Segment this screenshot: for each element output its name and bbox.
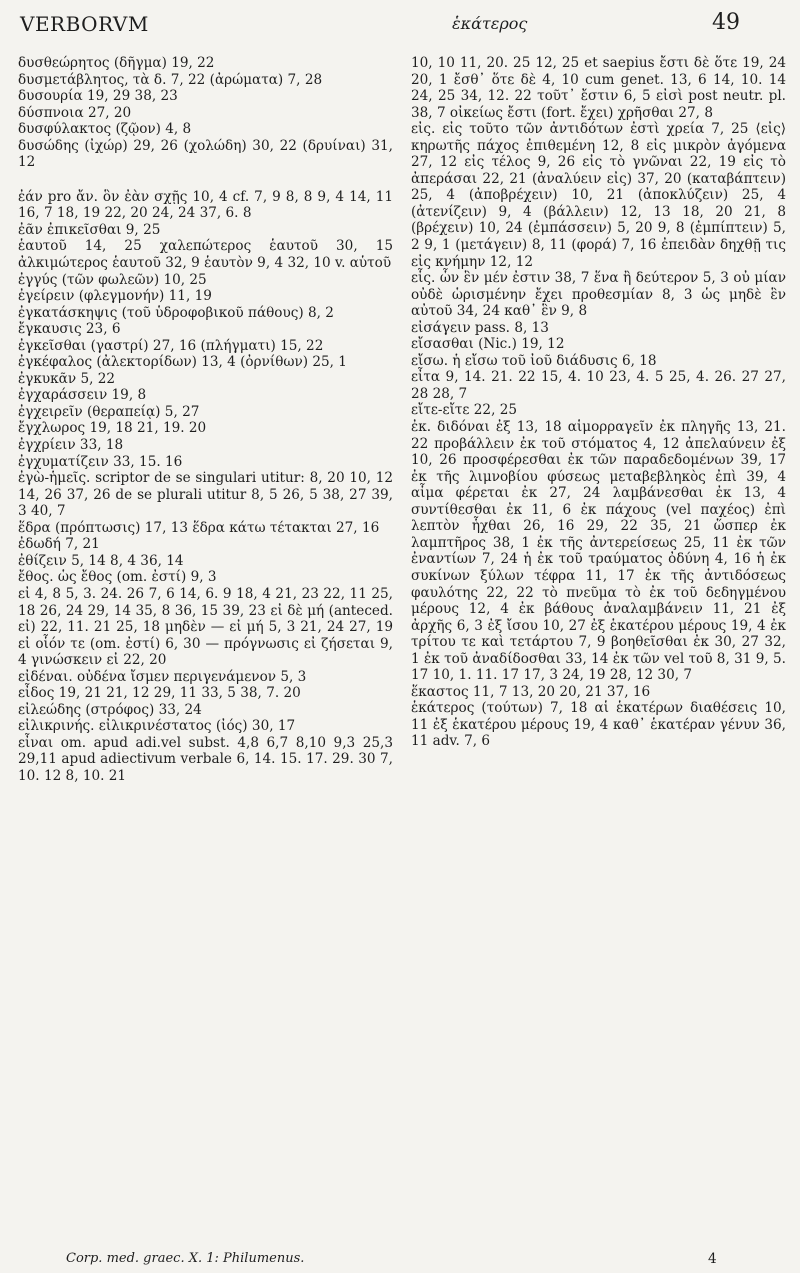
footer-signature: 4 bbox=[708, 1251, 717, 1267]
index-entry: ἐᾶν ἐπικεῖσθαι 9, 25 bbox=[18, 221, 161, 238]
index-entry: ἐκ. διδόναι ἐξ 13, 18 αἱμορραγεῖν ἐκ πληγῆς 13, 21. 22 προβάλλειν ἐκ τοῦ στόματος 4, 12 ἀπελαύνειν ἐξ 10, 26 προσφέρεσθαι ἐκ τῶν παραδεδομένων 39, 17 ἐκ τῆς λιμνοβίου φύσεως μεταβεβληκὸς ἐπὶ 39, 4 αἷμα φέρεται ἐκ 27, 24 λαμβάνεσθαι ἐκ 13, 4 συντίθεσθαι ἐκ 11, 6 ἐκ πάχους (vel παχέος) ἐπὶ λεπτὸν ἧχθαι 26, 16 29, 22 35, 21 ὥσπερ ἐκ λαμπτῆρος 38, 1 ἐκ τῆς ἀντερείσεως 25, 11 ἐκ τῶν ἐναντίων 7, 24 ἡ ἐκ τοῦ τραύματος ὀδύνη 4, 16 ἡ ἐκ συκίνων ξύλων τέφρα 11, 17 ἐκ τῆς ἀντιδόσεως φαυλότης 22, 22 τὸ πνεῦμα τὸ ἐκ τοῦ δεδηγμένου μέρους 12, 4 ἐκ βάθους ἀναλαμβάνειν 11, 21 ἐξ ἀρχῆς 6, 3 ἐξ ἴσου 10, 27 ἐξ ἑκατέρου μέρους 19, 4 ἐκ τρίτου τε καὶ τετάρτου 7, 9 βοηθεῖσθαι ἐκ 30, 27 32, 1 ἐκ τοῦ ἀναδίδοσθαι 33, 14 ἐκ τῶν vel τοῦ 8, 31 9, 5. 17 10, 1. 11. 17 17, 3 24, 19 28, 12 30, 7 bbox=[411, 419, 786, 684]
index-entry: ἐθίζειν 5, 14 8, 4 36, 14 bbox=[18, 552, 184, 569]
index-entry: εἶτα 9, 14. 21. 22 15, 4. 10 23, 4. 5 25, 4. 26. 27 27, 28 28, 7 bbox=[411, 369, 786, 402]
index-entry: ἔθος. ὡς ἔθος (om. ἐστί) 9, 3 bbox=[18, 569, 217, 586]
index-entry: εἴσασθαι (Nic.) 19, 12 bbox=[411, 336, 565, 353]
index-entry: ἑαυτοῦ 14, 25 χαλεπώτερος ἑαυτοῦ 30, 15 ἀλκιμώτερος ἑαυτοῦ 32, 9 ἑαυτὸν 9, 4 32, 10 v. αὑτοῦ bbox=[18, 238, 393, 272]
index-entry: ἐγκέφαλος (ἀλεκτορίδων) 13, 4 (ὀρνίθων) 25, 1 bbox=[18, 354, 347, 371]
index-entry: ἕκαστος 11, 7 13, 20 20, 21 37, 16 bbox=[411, 683, 651, 700]
index-entry: εἰ 4, 8 5, 3. 24. 26 7, 6 14, 6. 9 18, 4 21, 23 22, 11 25, 18 26, 24 29, 14 35, 8 36, 15 39, 23 εἰ δὲ μή (anteced. εἰ) 22, 11. 21 25, 18 μηδὲν — εἰ μή 5, 3 21, 24 27, 19 εἰ οἷόν τε (om. ἐστί) 6, 30 — πρόγνωσις εἰ ζήσεται 9, 4 γινώσκειν εἰ 22, 20 bbox=[18, 585, 393, 669]
index-entry: ἑκάτερος (τούτων) 7, 18 αἱ ἑκατέρων διαθέσεις 10, 11 ἐξ ἑκατέρου μέρους 19, 4 καθ᾿ ἑκατέραν γένυν 36, 11 adv. 7, 6 bbox=[411, 700, 786, 750]
index-entry: ἐγχειρεῖν (θεραπείᾳ) 5, 27 bbox=[18, 403, 200, 420]
running-head-left: VERBORVM bbox=[20, 12, 149, 36]
index-entry: δυσμετάβλητος, τὰ δ. 7, 22 (ἀρώματα) 7, 28 bbox=[18, 71, 323, 88]
index-entry: δυσφύλακτος (ζῷον) 4, 8 bbox=[18, 121, 192, 138]
index-entry: δυσθεώρητος (δῆγμα) 19, 22 bbox=[18, 55, 215, 71]
index-entry: δύσπνοια 27, 20 bbox=[18, 104, 132, 121]
right-column bbox=[411, 55, 786, 750]
index-entry: ἐάν pro ἄν. ὃν ἐὰν σχῇς 10, 4 cf. 7, 9 8, 8 9, 4 14, 11 16, 7 18, 19 22, 20 24, 24 37, 6. 8 bbox=[18, 188, 393, 222]
index-entry: εἷς. ὧν ἓν μέν ἐστιν 38, 7 ἕνα ἢ δεύτερον 5, 3 οὐ μίαν οὐδὲ ὡρισμένην ἔχει προθεσμίαν 8, 3 ὡς μηδὲ ἓν αὐτοῦ 34, 24 καθ᾿ ἓν 9, 8 bbox=[411, 270, 786, 320]
index-entry: εἶναι om. apud adi.vel subst. 4,8 6,7 8,10 9,3 25,3 29,11 apud adiectivum verbale 6, 14. 15. 17. 29. 30 7, 10. 12 8, 10. 21 bbox=[18, 734, 393, 784]
index-entry: ἐγείρειν (φλεγμονήν) 11, 19 bbox=[18, 288, 212, 305]
index-entry: εἰς. εἰς τοῦτο τῶν ἀντιδότων ἐστὶ χρεία 7, 25 ⟨εἰς⟩ κηρωτῆς πάχος ἐπιθεμένη 12, 8 εἰς μικρὸν ἀγόμενα 27, 12 εἰς τέλος 9, 26 εἰς τὸ γνῶναι 22, 19 εἰς τὸ ἀπεράσαι 22, 21 (ἀναλύειν εἰς) 37, 20 (καταβάπτειν) 25, 4 (ἀποβρέχειν) 10, 21 (ἀποκλύζειν) 25, 4 (ἀτενίζειν) 9, 4 (βάλλειν) 12, 13 18, 20 21, 8 (βρέχειν) 10, 24 (ἐμπάσσειν) 5, 20 9, 8 (ἐμπίπτειν) 5, 2 9, 1 (μετάγειν) 8, 11 (φορά) 7, 16 ἐπειδὰν δηχθῇ τις εἰς κνήμην 12, 12 bbox=[411, 121, 786, 270]
index-entry: εἰδέναι. οὐδένα ἴσμεν περιγενάμενον 5, 3 bbox=[18, 668, 307, 685]
left-column bbox=[18, 55, 393, 785]
index-entry: ἐγχυματίζειν 33, 15. 16 bbox=[18, 453, 183, 470]
index-entry: εἰλεώδης (στρόφος) 33, 24 bbox=[18, 701, 202, 718]
page-number: 49 bbox=[712, 10, 740, 35]
index-entry: ἐγχαράσσειν 19, 8 bbox=[18, 387, 147, 404]
index-entry: ἐγκατάσκηψις (τοῦ ὑδροφοβικοῦ πάθους) 8, 2 bbox=[18, 304, 334, 321]
index-entry: ἔγχλωρος 19, 18 21, 19. 20 bbox=[18, 420, 207, 437]
index-entry: ἔγκαυσις 23, 6 bbox=[18, 321, 121, 338]
index-entry: ἐγχρίειν 33, 18 bbox=[18, 437, 124, 454]
index-entry: 10, 10 11, 20. 25 12, 25 et saepius ἔστι δὲ ὅτε 19, 24 20, 1 ἔσθ᾿ ὅτε δὲ 4, 10 cum genet. 13, 6 14, 10. 14 24, 25 34, 12. 22 τοῦτ᾿ ἔστιν 6, 5 εἰσὶ post neutr. pl. 38, 7 οἰκείως ἔστι (fort. ἔχει) χρῆσθαι 27, 8 bbox=[411, 55, 786, 121]
index-entry: εἰλικρινής. εἰλικρινέστατος (ἰός) 30, 17 bbox=[18, 718, 296, 735]
index-entry: εἰσάγειν pass. 8, 13 bbox=[411, 319, 549, 336]
index-entry: ἐγκεῖσθαι (γαστρί) 27, 16 (πλήγματι) 15, 22 bbox=[18, 337, 324, 354]
index-entry: ἐγγύς (τῶν φωλεῶν) 10, 25 bbox=[18, 271, 207, 288]
index-entry: δυσουρία 19, 29 38, 23 bbox=[18, 88, 178, 105]
index-entry: ἐγὼ-ἡμεῖς. scriptor de se singulari utitur: 8, 20 10, 12 14, 26 37, 26 de se plurali utitur 8, 5 26, 5 38, 27 39, 3 40, 7 bbox=[18, 470, 393, 520]
footer-series-title: Corp. med. graec. X. 1: Philumenus. bbox=[66, 1251, 305, 1266]
index-entry: ἕδρα (πρόπτωσις) 17, 13 ἕδρα κάτω τέτακται 27, 16 bbox=[18, 519, 380, 536]
index-entry: εἶδος 19, 21 21, 12 29, 11 33, 5 38, 7. 20 bbox=[18, 685, 301, 702]
index-entry: ἐδωδή 7, 21 bbox=[18, 536, 100, 553]
index-entry: ἐγκυκᾶν 5, 22 bbox=[18, 370, 116, 387]
index-entry: δυσώδης (ἰχώρ) 29, 26 (χολώδη) 30, 22 (δρυίναι) 31, 12 bbox=[18, 137, 393, 171]
running-head-title: ἑκάτερος bbox=[452, 14, 528, 33]
index-entry: εἴσω. ἡ εἴσω τοῦ ἰοῦ διάδυσις 6, 18 bbox=[411, 352, 657, 369]
index-entry: εἴτε-εἴτε 22, 25 bbox=[411, 402, 518, 419]
